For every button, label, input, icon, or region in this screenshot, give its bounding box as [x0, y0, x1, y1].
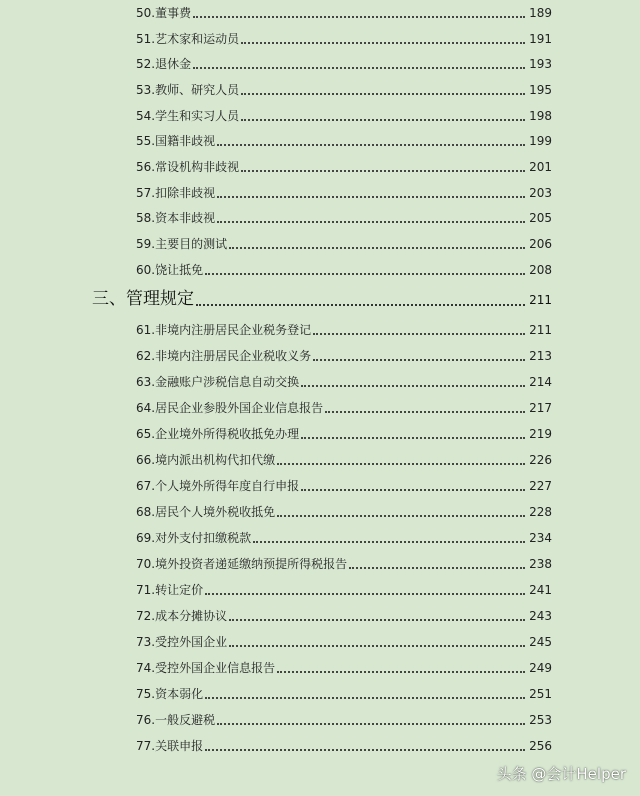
- toc-entry[interactable]: [136, 708, 552, 728]
- toc-entry-page: 213: [529, 349, 552, 363]
- toc-entry-title: 60.饶让抵免: [136, 263, 204, 277]
- toc-entry-page: 201: [529, 160, 552, 174]
- toc-entry-title: 51.艺术家和运动员: [136, 32, 240, 46]
- toc-entry-page: 234: [529, 531, 552, 545]
- dot-leader: [277, 463, 525, 465]
- dot-leader: [313, 359, 525, 361]
- dot-leader: [196, 304, 525, 306]
- toc-entry[interactable]: [136, 181, 552, 201]
- toc-entry[interactable]: [136, 500, 552, 520]
- dot-leader: [217, 196, 525, 198]
- dot-leader: [229, 645, 525, 647]
- toc-entry-page: 205: [529, 211, 552, 225]
- toc-entry[interactable]: [136, 656, 552, 676]
- toc-entry-page: 238: [529, 557, 552, 571]
- dot-leader: [313, 333, 525, 335]
- toc-entry[interactable]: [136, 129, 552, 149]
- dot-leader: [241, 93, 525, 95]
- toc-entry-page: 253: [529, 713, 552, 727]
- dot-leader: [325, 411, 525, 413]
- toc-entry-title: 66.境内派出机构代扣代缴: [136, 453, 276, 467]
- toc-entry-page: 189: [529, 6, 552, 20]
- dot-leader: [193, 16, 525, 18]
- toc-entry[interactable]: [136, 474, 552, 494]
- toc-entry-title: 75.资本弱化: [136, 687, 204, 701]
- dot-leader: [241, 119, 525, 121]
- toc-entry-page: 226: [529, 453, 552, 467]
- toc-entry-title: 72.成本分摊协议: [136, 609, 228, 623]
- toc-entry-page: 243: [529, 609, 552, 623]
- toc-entry-page: 206: [529, 237, 552, 251]
- toc-entry-page: 245: [529, 635, 552, 649]
- dot-leader: [205, 273, 525, 275]
- toc-entry[interactable]: [136, 552, 552, 572]
- dot-leader: [205, 593, 525, 595]
- toc-entry-page: 219: [529, 427, 552, 441]
- toc-entry-title: 73.受控外国企业: [136, 635, 228, 649]
- toc-entry-title: 61.非境内注册居民企业税务登记: [136, 323, 312, 337]
- toc-entry-title: 55.国籍非歧视: [136, 134, 216, 148]
- dot-leader: [253, 541, 525, 543]
- toc-entry[interactable]: [136, 422, 552, 442]
- toc-section-title: 三、管理规定: [92, 289, 194, 309]
- toc-entry-title: 62.非境内注册居民企业税收义务: [136, 349, 312, 363]
- toc-entry[interactable]: [136, 155, 552, 175]
- dot-leader: [205, 697, 525, 699]
- toc-entry[interactable]: [136, 396, 552, 416]
- toc-entry[interactable]: [136, 1, 552, 21]
- toc-entry[interactable]: [136, 448, 552, 468]
- toc-entry-page: 203: [529, 186, 552, 200]
- toc-entry-page: 198: [529, 109, 552, 123]
- dot-leader: [217, 723, 525, 725]
- toc-entry-page: 195: [529, 83, 552, 97]
- dot-leader: [229, 247, 525, 249]
- dot-leader: [277, 515, 525, 517]
- toc-section-page: 211: [529, 293, 552, 307]
- toc-entry-title: 76.一般反避税: [136, 713, 216, 727]
- toc-entry[interactable]: [136, 682, 552, 702]
- toc-entry[interactable]: [136, 604, 552, 624]
- toc-entry[interactable]: [136, 104, 552, 124]
- toc-entry-page: 208: [529, 263, 552, 277]
- toc-entry-page: 249: [529, 661, 552, 675]
- toc-entry-title: 64.居民企业参股外国企业信息报告: [136, 401, 324, 415]
- toc-entry[interactable]: [136, 232, 552, 252]
- toc-entry-page: 199: [529, 134, 552, 148]
- toc-entry-page: 214: [529, 375, 552, 389]
- toc-entry[interactable]: [136, 258, 552, 278]
- toc-entry[interactable]: [136, 526, 552, 546]
- toc-entry-page: 227: [529, 479, 552, 493]
- toc-entry-title: 63.金融账户涉税信息自动交换: [136, 375, 300, 389]
- dot-leader: [217, 221, 525, 223]
- toc-entry[interactable]: [136, 578, 552, 598]
- toc-entry-page: 256: [529, 739, 552, 753]
- toc-entry[interactable]: [136, 370, 552, 390]
- toc-entry-page: 251: [529, 687, 552, 701]
- dot-leader: [301, 437, 525, 439]
- toc-entry[interactable]: [136, 344, 552, 364]
- toc-entry-page: 228: [529, 505, 552, 519]
- toc-entry-title: 59.主要目的测试: [136, 237, 228, 251]
- toc-entry[interactable]: [136, 27, 552, 47]
- toc-entry-page: 241: [529, 583, 552, 597]
- toc-section-heading[interactable]: [92, 284, 552, 310]
- toc-entry-title: 68.居民个人境外税收抵免: [136, 505, 276, 519]
- toc-entry-page: 191: [529, 32, 552, 46]
- toc-entry[interactable]: [136, 630, 552, 650]
- toc-entry-page: 211: [529, 323, 552, 337]
- toc-entry-title: 54.学生和实习人员: [136, 109, 240, 123]
- toc-entry-title: 53.教师、研究人员: [136, 83, 240, 97]
- dot-leader: [241, 170, 525, 172]
- toc-entry[interactable]: [136, 734, 552, 754]
- toc-entry-title: 57.扣除非歧视: [136, 186, 216, 200]
- toc-entry[interactable]: [136, 52, 552, 72]
- toc-entry[interactable]: [136, 78, 552, 98]
- toc-entry-title: 77.关联申报: [136, 739, 204, 753]
- toc-entry[interactable]: [136, 318, 552, 338]
- dot-leader: [241, 42, 525, 44]
- dot-leader: [229, 619, 525, 621]
- toc-entry-title: 69.对外支付扣缴税款: [136, 531, 252, 545]
- toc-entry-title: 74.受控外国企业信息报告: [136, 661, 276, 675]
- toc-entry-title: 56.常设机构非歧视: [136, 160, 240, 174]
- toc-entry[interactable]: [136, 206, 552, 226]
- dot-leader: [217, 144, 525, 146]
- watermark-text: 头条 @会计Helper: [496, 765, 626, 783]
- toc-entry-title: 70.境外投资者递延缴纳预提所得税报告: [136, 557, 348, 571]
- toc-entry-title: 52.退休金: [136, 57, 192, 71]
- dot-leader: [349, 567, 525, 569]
- toc-entry-title: 67.个人境外所得年度自行申报: [136, 479, 300, 493]
- dot-leader: [277, 671, 525, 673]
- toc-entry-title: 71.转让定价: [136, 583, 204, 597]
- dot-leader: [301, 489, 525, 491]
- toc-entry-title: 65.企业境外所得税收抵免办理: [136, 427, 300, 441]
- toc-entry-title: 50.董事费: [136, 6, 192, 20]
- toc-entry-title: 58.资本非歧视: [136, 211, 216, 225]
- dot-leader: [301, 385, 525, 387]
- dot-leader: [193, 67, 525, 69]
- toc-entry-page: 193: [529, 57, 552, 71]
- dot-leader: [205, 749, 525, 751]
- toc-entry-page: 217: [529, 401, 552, 415]
